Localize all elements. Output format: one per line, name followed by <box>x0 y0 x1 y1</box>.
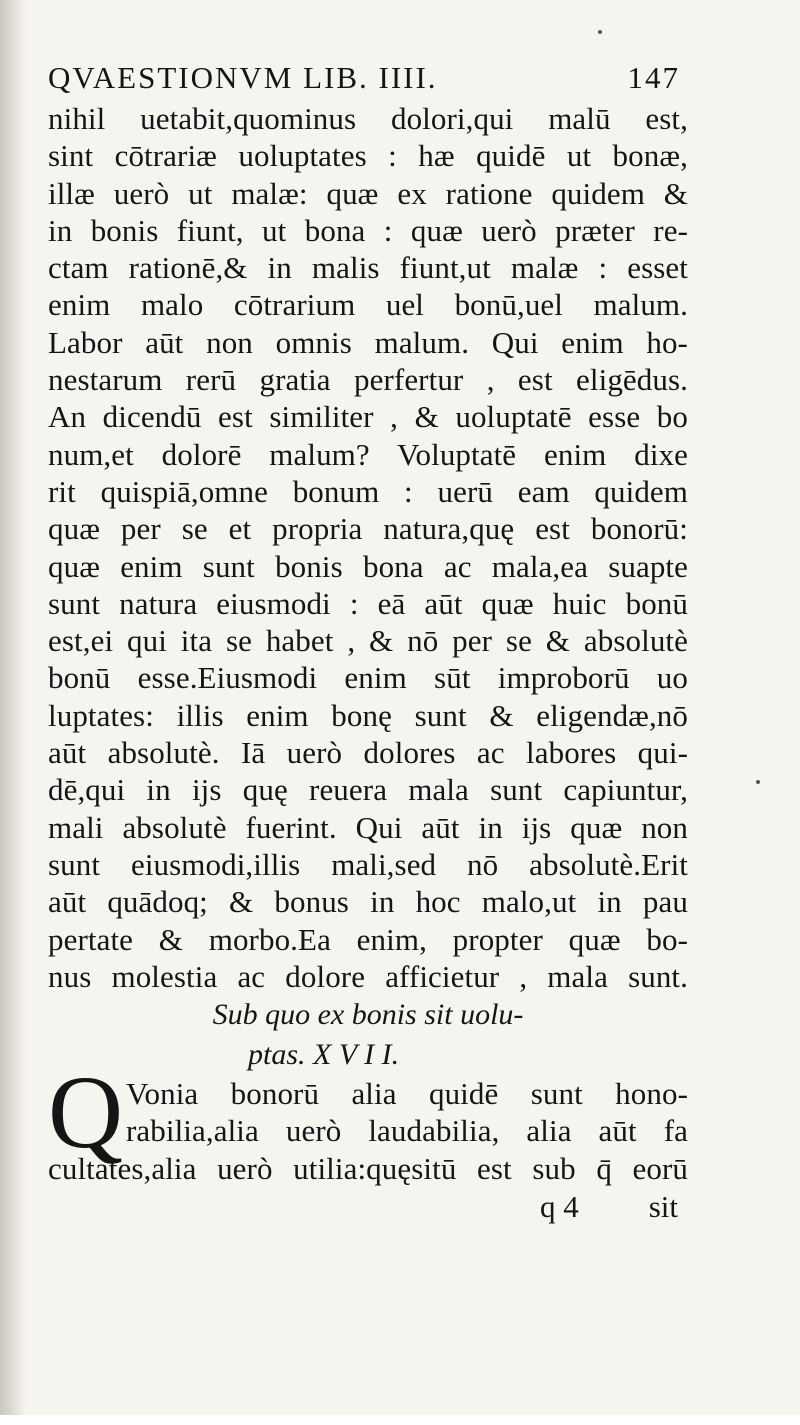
text-line: sunt eiusmodi,illis mali,sed nō absolutè.Erit <box>48 846 688 882</box>
body-text <box>48 100 688 995</box>
text-line: in bonis fiunt, ut bona : quæ uerò præter re- <box>48 212 688 248</box>
catchword: sit <box>648 1189 678 1225</box>
text-line: An dicendū est similiter , & uoluptatē esse bo <box>48 399 688 435</box>
page-number: 147 <box>627 60 680 95</box>
drop-cap-letter: Q <box>48 1055 124 1171</box>
text-line: nestarum rerū gratia perfertur , est eligēdus. <box>48 362 688 398</box>
text-line: enim malo cōtrarium uel bonū,uel malum. <box>48 287 688 323</box>
running-head-title: QVAESTIONVM LIB. IIII. <box>48 60 438 95</box>
running-head <box>48 56 688 100</box>
page-gutter-shadow <box>0 0 26 1425</box>
signature-mark: q 4 <box>539 1189 579 1225</box>
ink-speck <box>756 780 760 784</box>
text-line: num,et dolorē malum? Voluptatē enim dixe <box>48 436 688 472</box>
signature-line <box>48 1187 688 1227</box>
text-line: nihil uetabit,quominus dolori,qui malū est, <box>48 101 688 136</box>
text-line: rit quispiā,omne bonum : uerū eam quidem <box>48 473 688 509</box>
chapter-title-line-1: Sub quo ex bonis sit uolu- <box>212 998 524 1032</box>
text-line: aūt quādoq; & bonus in hoc malo,ut in pau <box>48 884 688 920</box>
text-line: luptates: illis enim bonę sunt & eligendæ,nō <box>48 697 688 733</box>
drop-line-2: rabilia,alia uerò laudabilia, alia aūt fa <box>126 1113 688 1149</box>
ink-speck <box>598 30 602 34</box>
text-line: pertate & morbo.Ea enim, propter quæ bo- <box>48 921 688 957</box>
text-line: est,ei qui ita se habet , & nō per se & absolutè <box>48 623 688 659</box>
text-line: mali absolutè fuerint. Qui aūt in ijs quæ non <box>48 809 688 845</box>
text-line: illæ uerò ut malæ: quæ ex ratione quidem & <box>48 175 688 211</box>
drop-line-1: Vonia bonorū alia quidē sunt hono- <box>126 1076 688 1112</box>
text-block <box>48 56 688 1227</box>
chapter-title-line-2: ptas. X V I I. <box>248 1038 400 1072</box>
text-line: bonū esse.Eiusmodi enim sūt improborū uo <box>48 660 688 696</box>
text-line: Labor aūt non omnis malum. Qui enim ho- <box>48 324 688 360</box>
text-line: sunt natura eiusmodi : eā aūt quæ huic bonū <box>48 585 688 621</box>
text-line: ctam rationē,& in malis fiunt,ut malæ : esset <box>48 250 688 286</box>
text-line: quæ enim sunt bonis bona ac mala,ea suapte <box>48 548 688 584</box>
text-line: dē,qui in ijs quę reuera mala sunt capiuntur, <box>48 772 688 808</box>
page-bottom-margin <box>0 1415 800 1425</box>
text-line: sint cōtrariæ uoluptates : hæ quidē ut bonæ, <box>48 138 688 174</box>
text-line: aūt absolutè. Iā uerò dolores ac labores qui- <box>48 735 688 771</box>
last-text-line: cultates,alia uerò utilia:quęsitū est sub q̄ eorū <box>48 1150 688 1186</box>
text-line: nus molestia ac dolore afficietur , mala sunt. <box>48 958 688 994</box>
text-line: quæ per se et propria natura,quę est bonorū: <box>48 511 688 547</box>
